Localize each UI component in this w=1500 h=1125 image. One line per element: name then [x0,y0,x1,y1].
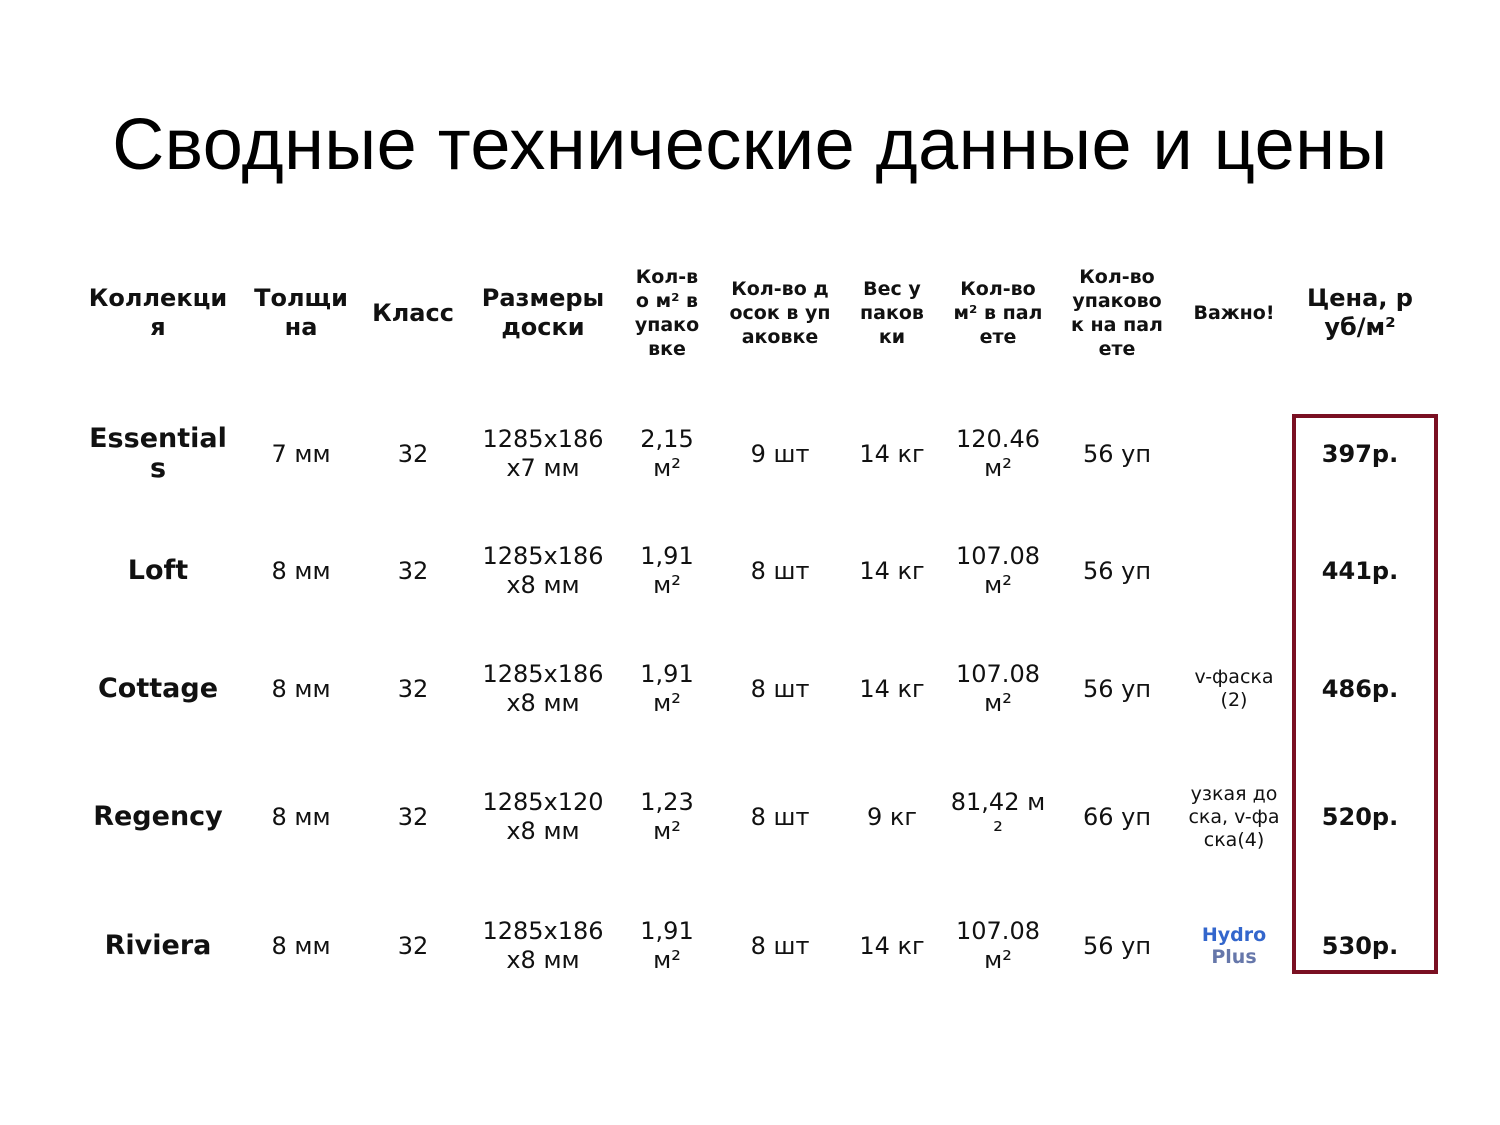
cell-m2-per-pack: 1,91 м² [640,660,694,717]
header-thickness: Толщина [254,284,348,341]
cell-packs-per-pallet: 66 уп [1082,802,1152,831]
cell-price: 397р. [1321,439,1399,468]
cell-m2-per-pack: 1,91 м² [640,917,694,974]
header-important: Важно! [1193,302,1275,324]
cell-packs-per-pallet: 56 уп [1082,674,1152,703]
cell-thickness: 8 мм [271,931,331,960]
cell-thickness: 7 мм [271,439,331,468]
cell-m2-per-pallet: 107.08 м² [956,917,1040,974]
cell-m2-per-pallet: 81,42 м² [950,788,1046,845]
cell-price: 441р. [1321,556,1399,585]
cell-collection: Riviera [104,930,212,961]
cell-price: 530р. [1321,931,1399,960]
cell-size: 1285x186x8 мм [482,542,604,599]
cell-class: 32 [397,556,429,585]
cell-boards-per-pack: 8 шт [750,674,810,703]
cell-packs-per-pallet: 56 уп [1082,931,1152,960]
cell-thickness: 8 мм [271,556,331,585]
cell-collection: Loft [127,555,189,586]
header-pack-weight: Вес упаковки [860,278,924,348]
cell-boards-per-pack: 8 шт [750,556,810,585]
cell-m2-per-pack: 1,91 м² [640,542,694,599]
cell-size: 1285x120x8 мм [482,788,604,845]
cell-price: 520р. [1321,802,1399,831]
cell-m2-per-pallet: 107.08 м² [956,660,1040,717]
cell-class: 32 [397,931,429,960]
cell-boards-per-pack: 8 шт [750,931,810,960]
cell-pack-weight: 14 кг [859,439,925,468]
header-packs-per-pallet: Кол-во упаковок на палете [1071,266,1163,360]
price-column-highlight [1292,414,1438,974]
cell-boards-per-pack: 9 шт [750,439,810,468]
cell-collection: Cottage [97,673,219,704]
header-price: Цена, руб/м² [1307,284,1413,341]
cell-class: 32 [397,802,429,831]
hydro-plus-logo [1186,888,1282,1004]
header-m2-per-pack: Кол-во м² в упаковке [634,266,700,360]
hydro-plus-logo-text: Hydro [1201,924,1267,946]
cell-m2-per-pack: 1,23 м² [640,788,694,845]
cell-pack-weight: 14 кг [859,674,925,703]
cell-important: узкая доска, v-фаска(4) [1188,782,1280,851]
cell-collection: Regency [93,801,223,832]
cell-size: 1285x186x8 мм [482,660,604,717]
cell-m2-per-pallet: 120.46 м² [956,425,1040,482]
cell-pack-weight: 14 кг [859,556,925,585]
cell-important [1186,513,1282,629]
header-collection: Коллекция [88,284,228,341]
cell-pack-weight: 9 кг [866,802,917,831]
cell-size: 1285x186x8 мм [482,917,604,974]
cell-thickness: 8 мм [271,674,331,703]
header-boards-per-pack: Кол-во досок в упаковке [729,278,831,348]
cell-collection: Essentials [89,423,227,484]
hydro-plus-logo-text: Plus [1211,946,1257,968]
cell-class: 32 [397,439,429,468]
cell-boards-per-pack: 8 шт [750,802,810,831]
cell-thickness: 8 мм [271,802,331,831]
header-class: Класс [372,298,454,327]
cell-m2-per-pallet: 107.08 м² [956,542,1040,599]
cell-price: 486р. [1321,674,1399,703]
cell-important [1186,396,1282,512]
cell-important: v-фаска(2) [1194,666,1274,711]
cell-packs-per-pallet: 56 уп [1082,556,1152,585]
cell-m2-per-pack: 2,15 м² [640,425,694,482]
cell-packs-per-pallet: 56 уп [1082,439,1152,468]
header-m2-per-pallet: Кол-во м² в палете [953,278,1043,348]
cell-pack-weight: 14 кг [859,931,925,960]
cell-size: 1285x186x7 мм [482,425,604,482]
page-title: Сводные технические данные и цены [112,105,1388,185]
cell-class: 32 [397,674,429,703]
header-board-size: Размеры доски [481,284,605,341]
